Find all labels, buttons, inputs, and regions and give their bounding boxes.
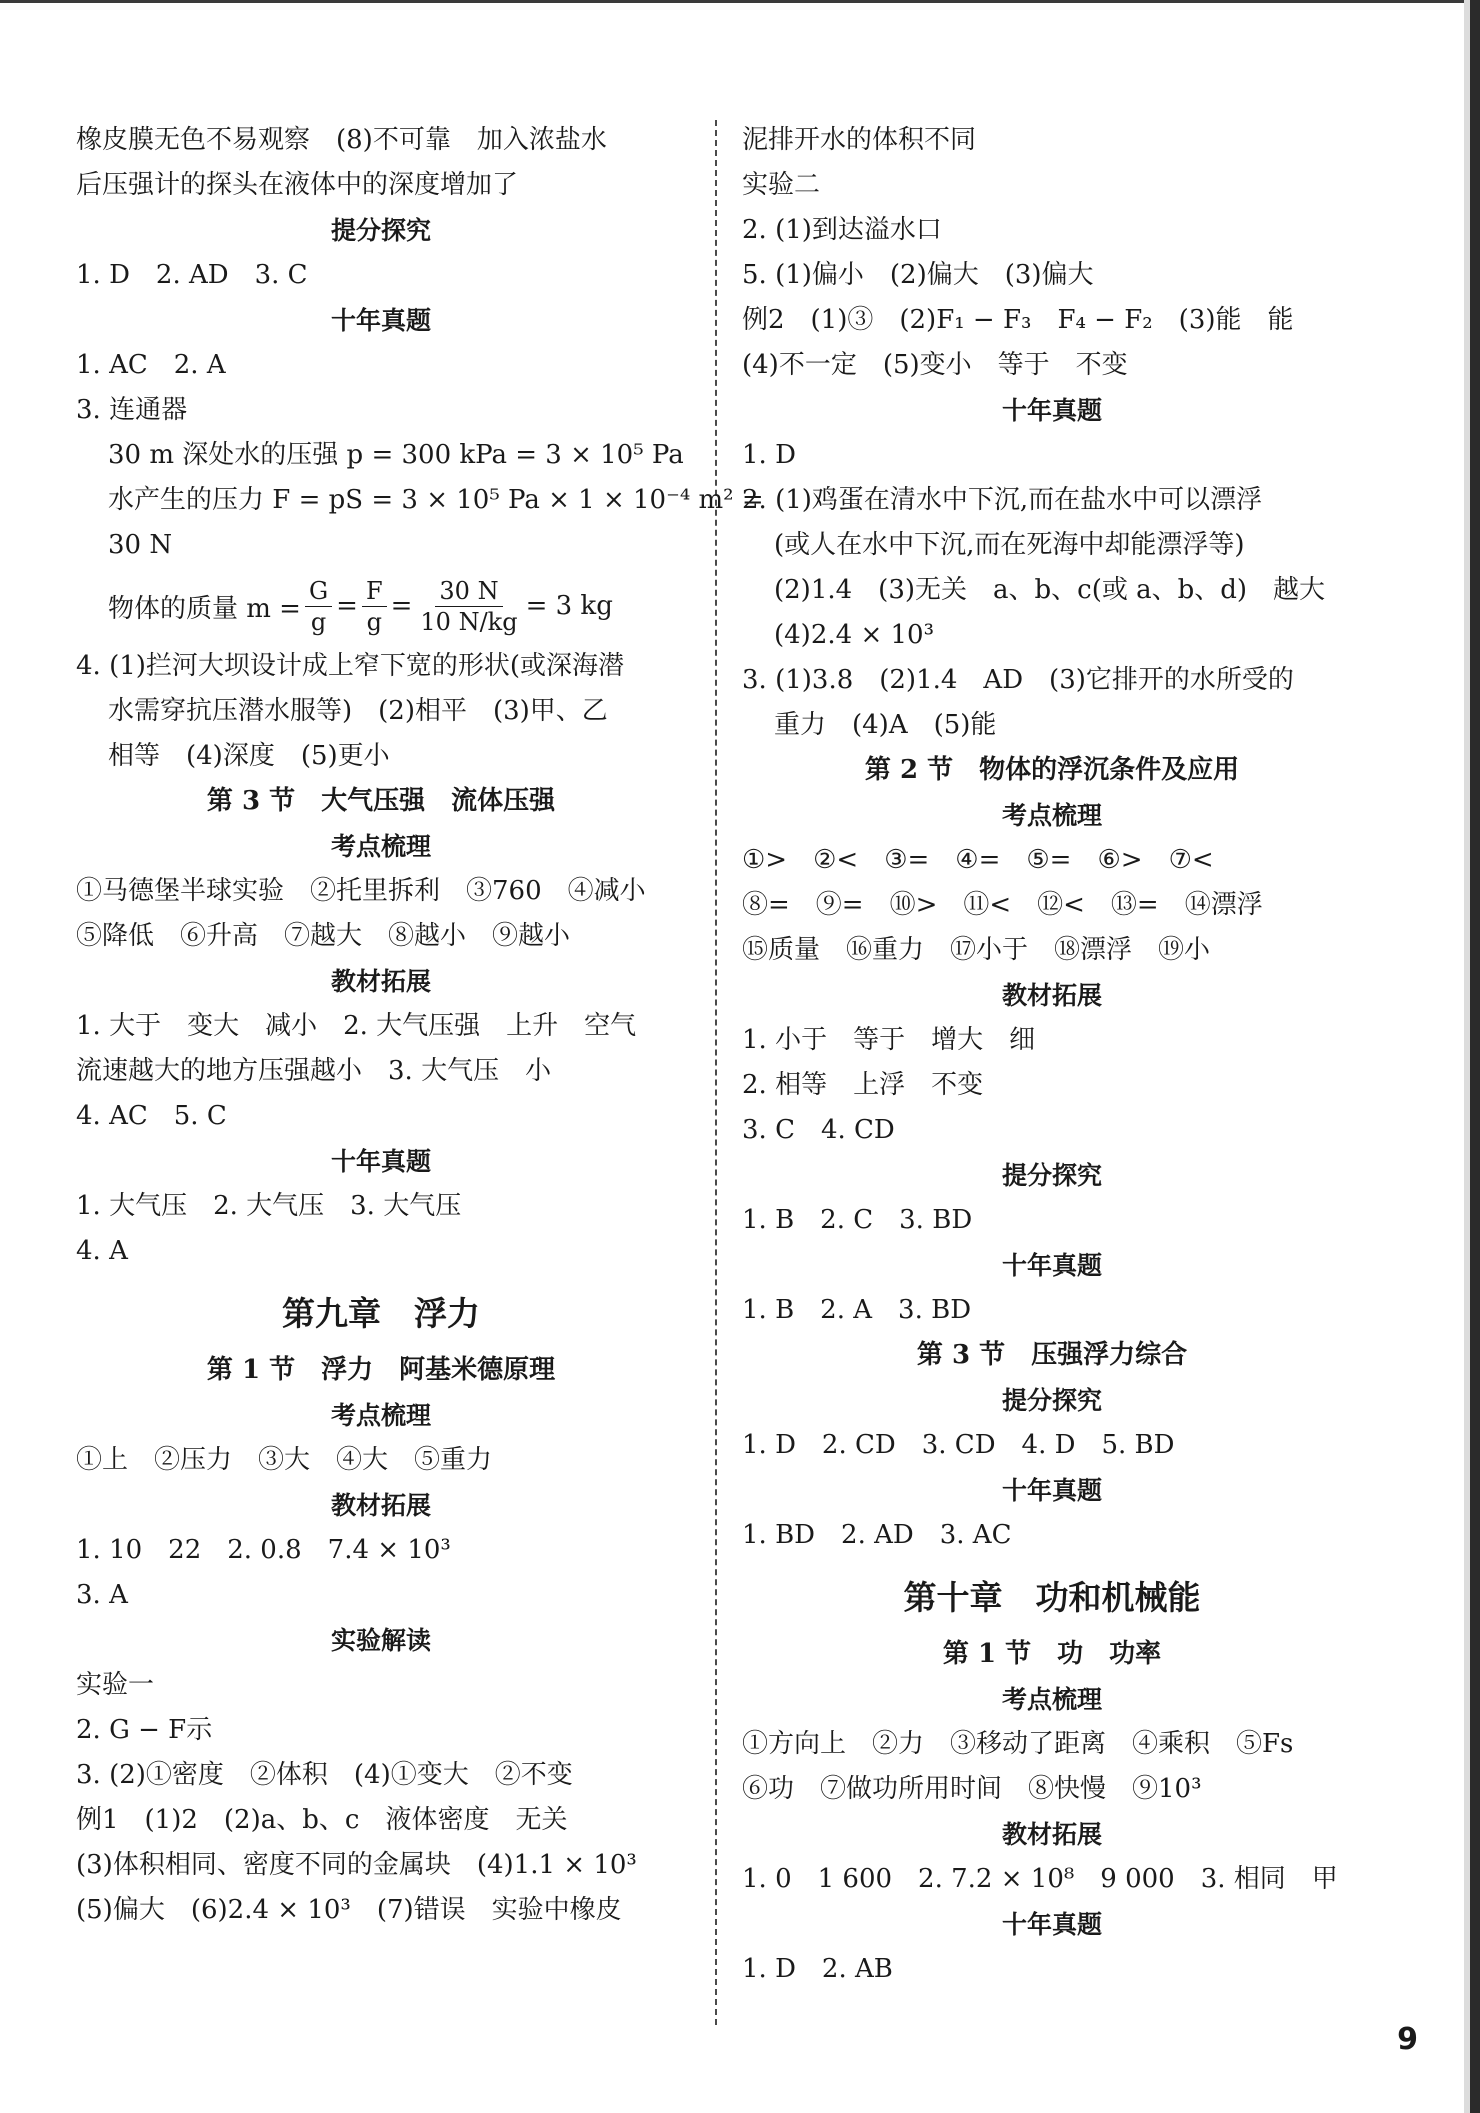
answer-line: 1. BD 2. AD 3. AC bbox=[742, 1520, 1012, 1550]
answer-line: 3. (2)①密度 ②体积 (4)①变大 ②不变 bbox=[76, 1760, 573, 1790]
answer-line: 1. B 2. A 3. BD bbox=[742, 1295, 972, 1325]
answer-line: (3)体积相同、密度不同的金属块 (4)1.1 × 10³ bbox=[76, 1850, 637, 1880]
page-number: 9 bbox=[1397, 2022, 1418, 2057]
section-heading: 十年真题 bbox=[330, 306, 431, 335]
section-title: 第 3 节 压强浮力综合 bbox=[916, 1340, 1188, 1370]
section-heading: 十年真题 bbox=[1001, 396, 1102, 425]
section-heading: 考点梳理 bbox=[330, 1401, 431, 1430]
answer-line: ⑮质量 ⑯重力 ⑰小于 ⑱漂浮 ⑲小 bbox=[742, 935, 1211, 965]
section-heading: 教材拓展 bbox=[1001, 1820, 1102, 1849]
formula-suffix: = 3 kg bbox=[525, 591, 613, 621]
section-heading: 实验解读 bbox=[330, 1626, 431, 1655]
text-line: 后压强计的探头在液体中的深度增加了 bbox=[76, 170, 519, 200]
answer-line: 5. (1)偏小 (2)偏大 (3)偏大 bbox=[742, 260, 1094, 290]
numerator: G bbox=[305, 576, 332, 607]
answer-line: 30 m 深处水的压强 p = 300 kPa = 3 × 10⁵ Pa bbox=[108, 440, 684, 470]
answer-line: 实验一 bbox=[76, 1670, 155, 1700]
answer-line: 水产生的压力 F = pS = 3 × 10⁵ Pa × 1 × 10⁻⁴ m² = bbox=[108, 485, 764, 515]
answer-line: 2. G − F示 bbox=[76, 1715, 213, 1745]
denominator: g bbox=[366, 607, 382, 636]
answer-line: 例1 (1)2 (2)a、b、c 液体密度 无关 bbox=[76, 1805, 568, 1835]
answer-line: 1. 0 1 600 2. 7.2 × 10⁸ 9 000 3. 相同 甲 bbox=[742, 1864, 1338, 1894]
answer-line: ⑧= ⑨= ⑩> ⑪< ⑫< ⑬= ⑭漂浮 bbox=[742, 890, 1263, 920]
section-heading: 十年真题 bbox=[1001, 1251, 1102, 1280]
answer-line: 3. (1)3.8 (2)1.4 AD (3)它排开的水所受的 bbox=[742, 665, 1294, 695]
answer-line: (4)2.4 × 10³ bbox=[774, 620, 934, 650]
section-heading: 考点梳理 bbox=[1001, 1685, 1102, 1714]
text-line: 泥排开水的体积不同 bbox=[742, 125, 977, 155]
section-heading: 十年真题 bbox=[1001, 1910, 1102, 1939]
answer-line: ①方向上 ②力 ③移动了距离 ④乘积 ⑤Fs bbox=[742, 1729, 1294, 1759]
answer-line: ⑤降低 ⑥升高 ⑦越大 ⑧越小 ⑨越小 bbox=[76, 921, 571, 951]
answer-line: 1. D 2. AB bbox=[742, 1954, 893, 1984]
section-heading: 提分探究 bbox=[1001, 1161, 1102, 1190]
denominator: 10 N/kg bbox=[420, 607, 518, 636]
answer-line: 30 N bbox=[108, 530, 173, 560]
page-top-rule bbox=[0, 0, 1480, 3]
answer-line: 1. 大于 变大 减小 2. 大气压强 上升 空气 bbox=[76, 1011, 637, 1041]
page-binding-edge bbox=[1470, 0, 1480, 2113]
section-title: 第 1 节 功 功率 bbox=[942, 1639, 1162, 1669]
answer-line: (5)偏大 (6)2.4 × 10³ (7)错误 实验中橡皮 bbox=[76, 1895, 622, 1925]
section-heading: 十年真题 bbox=[1001, 1476, 1102, 1505]
fraction bbox=[416, 576, 521, 637]
answer-line: 4. AC 5. C bbox=[76, 1101, 227, 1131]
answer-line: ①马德堡半球实验 ②托里拆利 ③760 ④减小 bbox=[76, 876, 646, 906]
answer-line: 流速越大的地方压强越小 3. 大气压 小 bbox=[76, 1056, 552, 1086]
answer-line: 2. (1)到达溢水口 bbox=[742, 215, 942, 245]
denominator: g bbox=[310, 607, 327, 636]
answer-line: 实验二 bbox=[742, 170, 821, 200]
section-heading: 考点梳理 bbox=[330, 832, 431, 861]
column-divider bbox=[715, 120, 717, 2025]
section-heading: 十年真题 bbox=[330, 1147, 431, 1176]
answer-line: 1. 大气压 2. 大气压 3. 大气压 bbox=[76, 1191, 462, 1221]
section-heading: 考点梳理 bbox=[1001, 801, 1102, 830]
answer-line: 1. D 2. AD 3. C bbox=[76, 260, 308, 290]
answer-line: ①上 ②压力 ③大 ④大 ⑤重力 bbox=[76, 1445, 493, 1475]
chapter-title: 第九章 浮力 bbox=[282, 1294, 480, 1333]
section-heading: 提分探究 bbox=[1001, 1386, 1102, 1415]
answer-line: 重力 (4)A (5)能 bbox=[774, 710, 997, 740]
formula-prefix: 物体的质量 m = bbox=[108, 593, 301, 624]
answer-line: 1. 10 22 2. 0.8 7.4 × 10³ bbox=[76, 1535, 451, 1565]
section-heading: 教材拓展 bbox=[330, 1491, 431, 1520]
answer-line: 1. B 2. C 3. BD bbox=[742, 1205, 973, 1235]
answer-line: 1. D 2. CD 3. CD 4. D 5. BD bbox=[742, 1430, 1175, 1460]
section-heading: 教材拓展 bbox=[1001, 981, 1102, 1010]
answer-line: 1. AC 2. A bbox=[76, 350, 226, 380]
equals-sign: = bbox=[336, 591, 358, 621]
numerator: F bbox=[362, 576, 387, 607]
section-title: 第 1 节 浮力 阿基米德原理 bbox=[206, 1355, 556, 1385]
answer-line: 1. D bbox=[742, 440, 796, 470]
equals-sign: = bbox=[390, 591, 413, 621]
answer-line: 水需穿抗压潜水服等) (2)相平 (3)甲、乙 bbox=[108, 696, 608, 726]
section-heading: 教材拓展 bbox=[330, 967, 431, 996]
answer-line: 3. C 4. CD bbox=[742, 1115, 895, 1145]
text-line: 橡皮膜无色不易观察 (8)不可靠 加入浓盐水 bbox=[76, 125, 607, 155]
answer-line: 相等 (4)深度 (5)更小 bbox=[108, 741, 390, 771]
answer-line: 例2 (1)③ (2)F₁ − F₃ F₄ − F₂ (3)能 能 bbox=[742, 305, 1294, 335]
mass-formula bbox=[76, 568, 686, 644]
answer-line: 1. 小于 等于 增大 细 bbox=[742, 1025, 1036, 1055]
section-title: 第 3 节 大气压强 流体压强 bbox=[206, 786, 556, 816]
answer-line: 4. A bbox=[76, 1236, 128, 1266]
numerator: 30 N bbox=[435, 576, 502, 607]
answer-line: 3. 连通器 bbox=[76, 395, 188, 425]
chapter-title: 第十章 功和机械能 bbox=[903, 1578, 1201, 1617]
section-heading: 提分探究 bbox=[330, 216, 431, 245]
answer-line: ①> ②< ③= ④= ⑤= ⑥> ⑦< bbox=[742, 845, 1214, 875]
answer-line: 3. A bbox=[76, 1580, 128, 1610]
answer-line: (4)不一定 (5)变小 等于 不变 bbox=[742, 350, 1128, 380]
answer-line: 2. 相等 上浮 不变 bbox=[742, 1070, 984, 1100]
left-column bbox=[76, 118, 764, 1933]
answer-line: 2. (1)鸡蛋在清水中下沉,而在盐水中可以漂浮 bbox=[742, 485, 1263, 515]
answer-line: (2)1.4 (3)无关 a、b、c(或 a、b、d) 越大 bbox=[774, 575, 1326, 605]
fraction bbox=[362, 576, 387, 637]
section-title: 第 2 节 物体的浮沉条件及应用 bbox=[864, 755, 1240, 785]
answer-line: ⑥功 ⑦做功所用时间 ⑧快慢 ⑨10³ bbox=[742, 1774, 1202, 1804]
answer-line: 4. (1)拦河大坝设计成上窄下宽的形状(或深海潜 bbox=[76, 651, 625, 681]
answer-line: (或人在水中下沉,而在死海中却能漂浮等) bbox=[774, 530, 1245, 560]
right-column bbox=[742, 118, 1362, 1992]
fraction bbox=[305, 576, 332, 637]
